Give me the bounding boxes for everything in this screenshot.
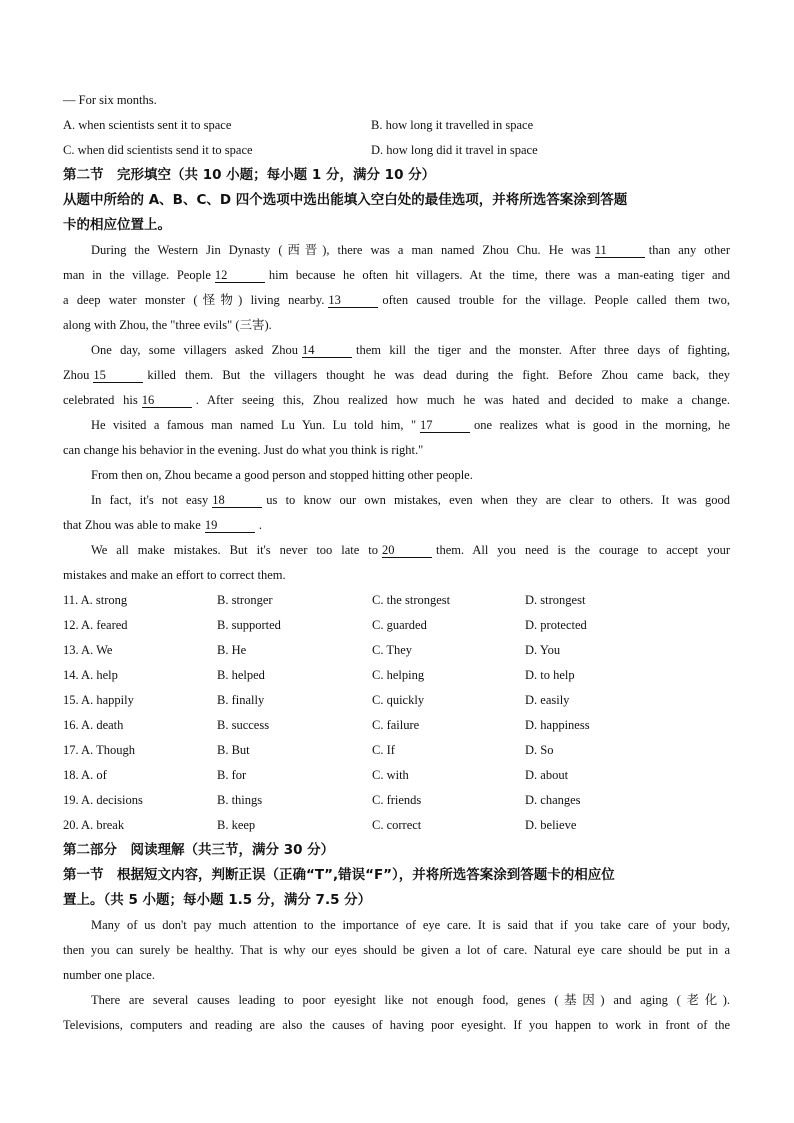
blank-11: 11	[595, 243, 645, 258]
choice-d: D. believe	[525, 818, 577, 832]
choice-a: 19. A. decisions	[63, 793, 143, 807]
choice-a: 13. A. We	[63, 643, 113, 657]
cloze-instruction-2: 卡的相应位置上。	[63, 217, 171, 233]
choice-b: B. helped	[217, 668, 265, 682]
choice-a: 14. A. help	[63, 668, 118, 682]
passage-line: During the Western Jin Dynasty (西晋), there was a man named Zhou Chu. He was 11 than any other	[91, 243, 730, 257]
reading-section-heading-2: 置上。（共 5 小题；每小题 1.5 分，满分 7.5 分）	[63, 892, 372, 908]
passage-line: a deep water monster (怪物) living nearby. 13 often caused trouble for the village. People called them two,	[63, 293, 730, 307]
choice-a: 20. A. break	[63, 818, 125, 832]
choice-c: C. with	[372, 768, 409, 782]
q10-options-row-1	[63, 113, 730, 138]
passage-line: that Zhou was able to make 19 .	[63, 518, 262, 532]
passage-line: number one place.	[63, 968, 155, 982]
choice-c: C. correct	[372, 818, 422, 832]
passage-line: Televisions, computers and reading are also the causes of having poor eyesight. If you happen to work in front of the	[63, 1018, 730, 1032]
choice-c: C. failure	[372, 718, 420, 732]
choice-b: B. stronger	[217, 593, 273, 607]
choice-b: B. supported	[217, 618, 281, 632]
answer-line: — For six months.	[63, 93, 157, 107]
choice-b: B. things	[217, 793, 263, 807]
choice-row	[63, 613, 730, 638]
passage-line: We all make mistakes. But it's never too late to 20 them. All you need is the courage to accept your	[91, 543, 730, 557]
choice-b: B. for	[217, 768, 247, 782]
passage-line: can change his behavior in the evening. Just do what you think is right."	[63, 443, 424, 457]
choice-row	[63, 663, 730, 688]
blank-14: 14	[302, 343, 352, 358]
cloze-instruction-1: 从题中所给的 A、B、C、D 四个选项中选出能填入空白处的最佳选项，并将所选答案涂到答题	[63, 192, 628, 208]
choice-row	[63, 763, 730, 788]
choice-row	[63, 738, 730, 763]
choice-b: B. keep	[217, 818, 256, 832]
choice-c: C. helping	[372, 668, 425, 682]
choice-d: D. You	[525, 643, 561, 657]
choice-row	[63, 813, 730, 838]
choice-row	[63, 638, 730, 663]
choice-b: B. success	[217, 718, 270, 732]
passage-line: Zhou 15 killed them. But the villagers thought he was dead during the fight. Before Zhou came back, they	[63, 368, 730, 382]
choice-row	[63, 688, 730, 713]
choice-c: C. the strongest	[372, 593, 451, 607]
choice-c: C. friends	[372, 793, 422, 807]
choice-d: D. about	[525, 768, 569, 782]
choice-d: D. strongest	[525, 593, 586, 607]
choice-a: 15. A. happily	[63, 693, 134, 707]
choice-row	[63, 588, 730, 613]
cloze-passage	[63, 238, 730, 588]
passage-line: then you can surely be healthy. That is why our eyes should be given a lot of care. Natural eye care should be put in a	[63, 943, 730, 957]
blank-15: 15	[93, 368, 143, 383]
blank-13: 13	[328, 293, 378, 308]
choice-a: 12. A. feared	[63, 618, 128, 632]
option-d: D. how long did it travel in space	[371, 143, 538, 157]
choice-row	[63, 713, 730, 738]
option-a: A. when scientists sent it to space	[63, 118, 232, 132]
blank-20: 20	[382, 543, 432, 558]
choice-row	[63, 788, 730, 813]
choice-d: D. changes	[525, 793, 581, 807]
choice-c: C. They	[372, 643, 413, 657]
choice-b: B. But	[217, 743, 250, 757]
blank-17: 17	[420, 418, 470, 433]
passage-line: One day, some villagers asked Zhou 14 them kill the tiger and the monster. After three days of fighting,	[91, 343, 730, 357]
choice-d: D. happiness	[525, 718, 590, 732]
blank-18: 18	[212, 493, 262, 508]
choice-c: C. guarded	[372, 618, 427, 632]
reading-section-heading-1: 第一节 根据短文内容，判断正误（正确“T”,错误“F”），并将所选答案涂到答题卡的相应位	[63, 867, 615, 883]
exam-page	[63, 88, 730, 1038]
cloze-heading: 第二节 完形填空（共 10 小题；每小题 1 分，满分 10 分）	[63, 167, 436, 183]
choice-d: D. protected	[525, 618, 587, 632]
choice-c: C. If	[372, 743, 395, 757]
passage-line: There are several causes leading to poor eyesight like not enough food, genes (基因) and aging (老化).	[91, 993, 730, 1007]
cloze-choices	[63, 588, 730, 838]
passage-line: man in the village. People 12 him because he often hit villagers. At the time, there was a man-eating tiger and	[63, 268, 730, 282]
reading-passage	[63, 913, 730, 1038]
choice-a: 18. A. of	[63, 768, 107, 782]
choice-d: D. to help	[525, 668, 575, 682]
choice-b: B. finally	[217, 693, 265, 707]
choice-a: 17. A. Though	[63, 743, 135, 757]
passage-line: In fact, it's not easy 18 us to know our own mistakes, even when they are clear to others. It was good	[91, 493, 730, 507]
option-c: C. when did scientists send it to space	[63, 143, 253, 157]
passage-line: celebrated his 16 . After seeing this, Zhou realized how much he was hated and decided to make a change.	[63, 393, 730, 407]
choice-a: 11. A. strong	[63, 593, 128, 607]
passage-line: From then on, Zhou became a good person and stopped hitting other people.	[91, 468, 473, 482]
choice-c: C. quickly	[372, 693, 425, 707]
choice-a: 16. A. death	[63, 718, 124, 732]
passage-line: Many of us don't pay much attention to the importance of eye care. It is said that if you take care of your body,	[91, 918, 730, 932]
reading-part-heading: 第二部分 阅读理解（共三节，满分 30 分）	[63, 842, 335, 858]
blank-16: 16	[142, 393, 192, 408]
choice-d: D. So	[525, 743, 554, 757]
choice-d: D. easily	[525, 693, 570, 707]
blank-19: 19	[205, 518, 255, 533]
choice-b: B. He	[217, 643, 247, 657]
option-b: B. how long it travelled in space	[371, 118, 534, 132]
passage-line: along with Zhou, the "three evils" (三害).	[63, 318, 272, 332]
blank-12: 12	[215, 268, 265, 283]
q10-options-row-2	[63, 138, 730, 163]
passage-line: He visited a famous man named Lu Yun. Lu told him, " 17 one realizes what is good in the morning, he	[91, 418, 730, 432]
passage-line: mistakes and make an effort to correct them.	[63, 568, 286, 582]
